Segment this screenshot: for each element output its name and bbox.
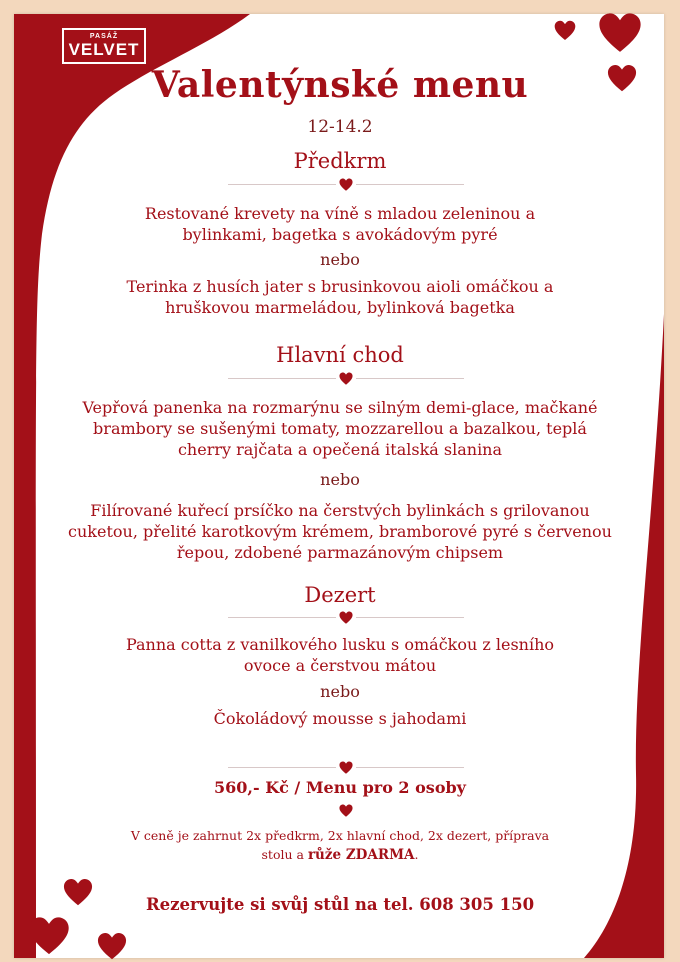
heart-icon (339, 804, 353, 818)
menu-item (0, 397, 680, 460)
section-divider (228, 611, 464, 625)
heart-icon (339, 761, 353, 775)
or-label: nebo (320, 470, 360, 489)
menu-date: 12-14.2 (307, 117, 373, 137)
menu-item (0, 276, 680, 318)
price-divider-top (228, 761, 464, 775)
menu-item-line: Vepřová panenka na rozmarýnu se silným demi-glace, mačkané (82, 398, 598, 417)
menu-price: 560,- Kč / Menu pro 2 osoby (214, 778, 466, 797)
menu-item-line: ovoce a čerstvou mátou (243, 656, 437, 675)
menu-item-line: cuketou, přelité karotkovým krémem, bramborové pyré s červenou (68, 522, 612, 541)
price-note-line: V ceně je zahrnut 2x předkrm, 2x hlavní chod, 2x dezert, příprava (130, 828, 550, 843)
logo-name: VELVET (68, 40, 140, 59)
menu-item-line: Filírované kuřecí prsíčko na čerstvých bylinkách s grilovanou (90, 501, 590, 520)
section-heading-main: Hlavní chod (276, 343, 404, 367)
reservation-text: Rezervujte si svůj stůl na tel. 608 305 150 (145, 895, 535, 914)
section-heading-starter: Předkrm (293, 149, 387, 173)
price-note (0, 826, 680, 865)
menu-item-line: brambory se sušenými tomaty, mozzarellou a bazalkou, teplá (93, 419, 587, 438)
menu-item-line: bylinkami, bagetka s avokádovým pyré (182, 225, 498, 244)
menu-item (0, 634, 680, 676)
section-heading-dessert: Dezert (304, 583, 376, 607)
section-divider (228, 178, 464, 192)
note-highlight: růže ZDARMA (307, 847, 415, 863)
heart-icon (339, 372, 353, 386)
price-divider-bottom (228, 804, 464, 818)
menu-item-line: Terinka z husích jater s brusinkovou aioli omáčkou a (126, 277, 554, 296)
menu-item-line: řepou, zdobené parmazánovým chipsem (176, 543, 504, 562)
section-divider (228, 372, 464, 386)
menu-item-line: cherry rajčata a opečená italská slanina (177, 440, 503, 459)
menu-item (0, 708, 680, 729)
menu-item-line: hruškovou marmeládou, bylinková bagetka (165, 298, 515, 317)
menu-item-line: Čokoládový mousse s jahodami (213, 709, 467, 728)
menu-item (0, 203, 680, 245)
or-label: nebo (320, 682, 360, 701)
or-label: nebo (320, 250, 360, 269)
menu-item-line: Restované krevety na víně s mladou zeleninou a (144, 204, 536, 223)
heart-icon (339, 178, 353, 192)
heart-icon (339, 611, 353, 625)
note-suffix: . (414, 847, 419, 862)
menu-item (0, 500, 680, 563)
logo-subtitle: PASÁŽ (89, 33, 119, 40)
note-prefix: stolu a (261, 847, 308, 862)
menu-item-line: Panna cotta z vanilkového lusku s omáčkou z lesního (125, 635, 555, 654)
menu-title: Valentýnské menu (151, 64, 529, 106)
price-note-line (0, 845, 680, 865)
